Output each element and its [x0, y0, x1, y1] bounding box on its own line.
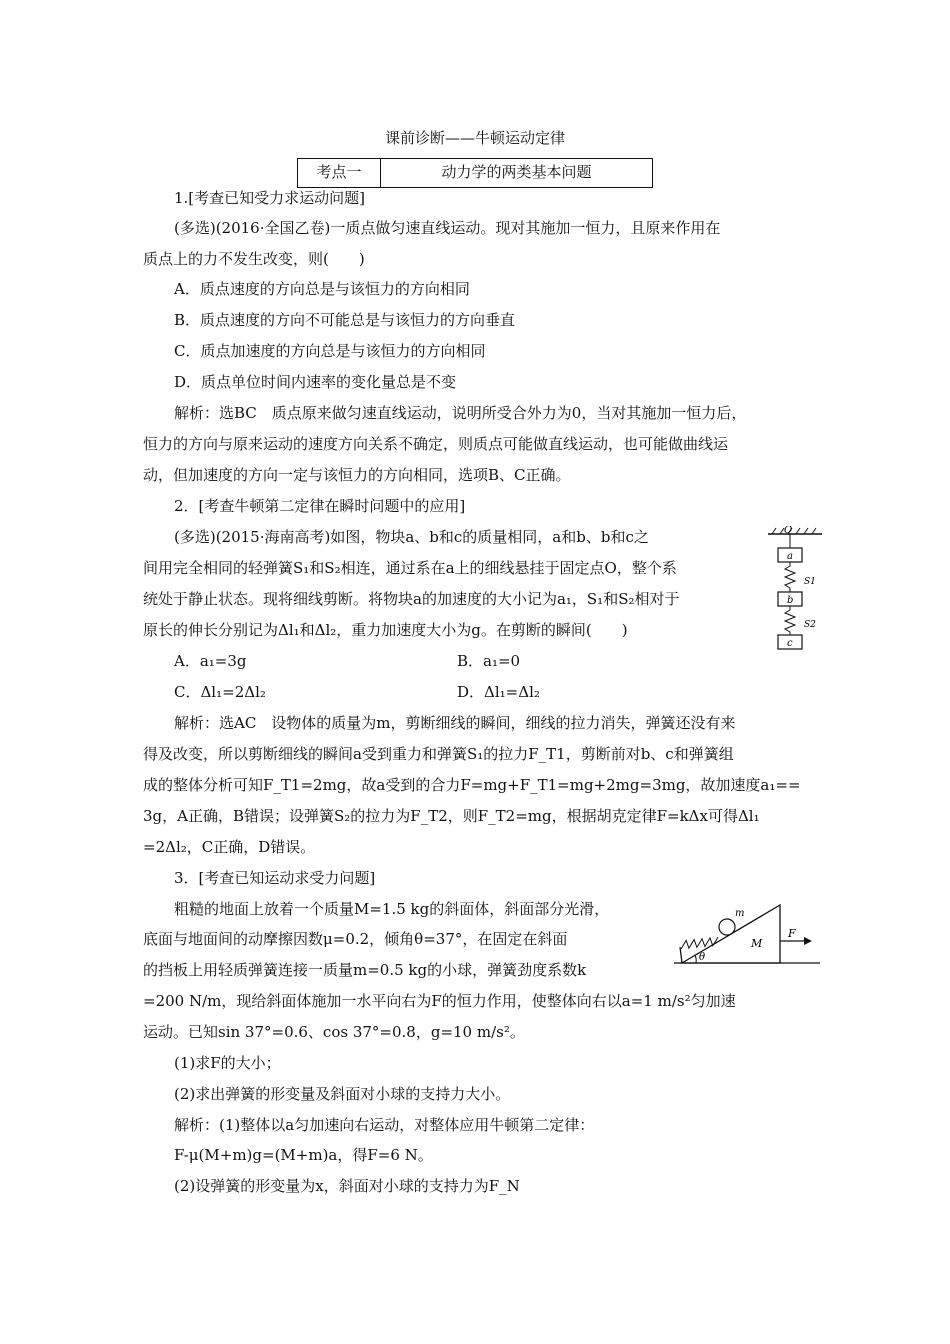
q3-stem-line: 的挡板上用轻质弹簧连接一质量m=0.5 kg的小球，弹簧劲度系数k	[143, 961, 587, 979]
q3-subquestion-2: (2)求出弹簧的形变量及斜面对小球的支持力大小。	[174, 1085, 511, 1103]
topic-number: 考点一	[298, 159, 381, 187]
angle-theta-label: θ	[699, 952, 706, 963]
q2-solution-line: 得及改变，所以剪断细线的瞬间a受到重力和弹簧S₁的拉力F_T1，剪断前对b、c和弹簧组	[143, 745, 734, 763]
q2-solution-line: =2Δl₂，C正确，D错误。	[143, 838, 316, 856]
q2-option-a: A．a₁=3g	[174, 652, 247, 670]
point-o-label: O	[784, 526, 793, 536]
ball-m-label: m	[735, 908, 745, 919]
q2-heading: 2．[考查牛顿第二定律在瞬时问题中的应用]	[174, 497, 466, 515]
q1-solution-line: 解析：选BC 质点原来做匀速直线运动，说明所受合外力为0，当对其施加一恒力后，	[174, 404, 747, 422]
q2-solution-line: 解析：选AC 设物体的质量为m，剪断细线的瞬间，细线的拉力消失，弹簧还没有来	[174, 714, 736, 732]
q3-stem-line: 运动。已知sin 37°=0.6、cos 37°=0.8，g=10 m/s²。	[143, 1023, 525, 1041]
q3-solution-line: F-μ(M+m)g=(M+m)a，得F=6 N。	[174, 1146, 433, 1164]
q3-stem-line: 粗糙的地面上放着一个质量M=1.5 kg的斜面体，斜面部分光滑，	[174, 900, 610, 918]
q1-stem-line: 质点上的力不发生改变，则( )	[143, 250, 365, 268]
q2-stem-line: 间用完全相同的轻弹簧S₁和S₂相连，通过系在a上的细线悬挂于固定点O，整个系	[143, 559, 677, 577]
q2-stem-line: (多选)(2015·海南高考)如图，物块a、b和c的质量相同，a和b、b和c之	[174, 528, 649, 546]
q2-option-d: D．Δl₁=Δl₂	[457, 683, 540, 701]
q3-incline-figure	[672, 897, 822, 967]
q1-option-d: D．质点单位时间内速率的变化量总是不变	[174, 373, 457, 391]
q2-stem-line: 原长的伸长分别记为Δl₁和Δl₂，重力加速度大小为g。在剪断的瞬间( )	[143, 621, 628, 639]
incline-m-label: M	[751, 937, 763, 950]
q2-solution-line: 3g，A正确，B错误；设弹簧S₂的拉力为F_T2，则F_T2=mg，根据胡克定律F=kΔx可得Δl₁	[143, 807, 760, 825]
q3-solution-line: 解析：(1)整体以a匀加速向右运动，对整体应用牛顿第二定律：	[174, 1116, 595, 1134]
q1-option-b: B．质点速度的方向不可能总是与该恒力的方向垂直	[174, 311, 516, 329]
q3-subquestion-1: (1)求F的大小；	[174, 1054, 281, 1072]
block-c-label: c	[787, 638, 793, 649]
q1-heading: 1.[考查已知受力求运动问题]	[174, 189, 366, 207]
q1-stem-line: (多选)(2016·全国乙卷)一质点做匀速直线运动。现对其施加一恒力，且原来作用在	[174, 219, 721, 237]
block-a-label: a	[787, 551, 793, 562]
page-title: 课前诊断——牛顿运动定律	[384, 129, 565, 147]
q1-solution-line: 恒力的方向与原来运动的速度方向关系不确定，则质点可能做直线运动，也可能做曲线运	[143, 435, 729, 453]
topic-table	[297, 158, 653, 188]
spring-s1-label: S1	[804, 577, 816, 587]
q2-stem-line: 统处于静止状态。现将细线剪断。将物块a的加速度的大小记为a₁，S₁和S₂相对于	[143, 590, 680, 608]
q1-option-a: A．质点速度的方向总是与该恒力的方向相同	[174, 280, 470, 298]
q3-solution-line: (2)设弹簧的形变量为x，斜面对小球的支持力为F_N	[174, 1177, 520, 1195]
q2-option-c: C．Δl₁=2Δl₂	[174, 683, 266, 701]
q1-option-c: C．质点加速度的方向总是与该恒力的方向相同	[174, 342, 486, 360]
spring-s2-label: S2	[804, 620, 816, 630]
q3-stem-line: 底面与地面间的动摩擦因数μ=0.2，倾角θ=37°，在固定在斜面	[143, 930, 568, 948]
q1-solution-line: 动，但加速度的方向一定与该恒力的方向相同，选项B、C正确。	[143, 466, 571, 484]
q3-heading: 3．[考查已知运动求受力问题]	[174, 869, 376, 887]
q3-stem-line: =200 N/m，现给斜面体施加一水平向右为F的恒力作用，使整体向右以a=1 m/s²匀加速	[143, 992, 736, 1010]
block-b-label: b	[787, 595, 794, 606]
force-f-label: F	[788, 927, 796, 940]
q2-solution-line: 成的整体分析可知F_T1=2mg，故a受到的合力F=mg+F_T1=mg+2mg=3mg，故加速度a₁==	[143, 776, 801, 794]
topic-name: 动力学的两类基本问题	[441, 163, 592, 181]
q2-spring-figure	[760, 526, 830, 652]
q2-option-b: B．a₁=0	[457, 652, 521, 670]
